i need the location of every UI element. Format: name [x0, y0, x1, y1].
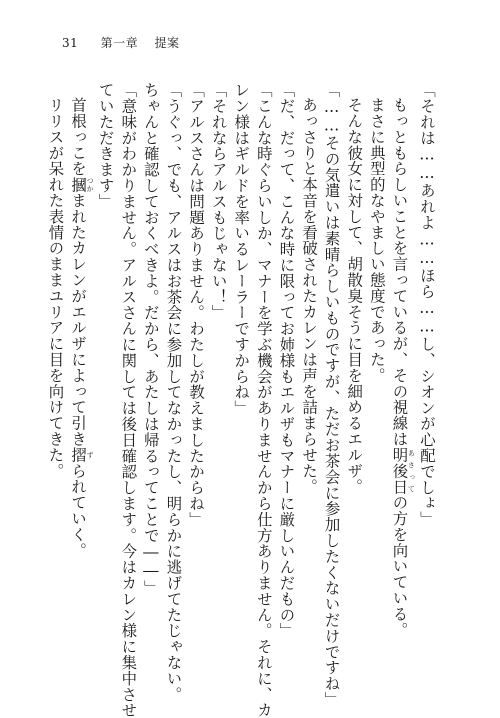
text-line: 「アルスさんは問題ありません。わたしが教えましたからね」 [187, 82, 206, 528]
text-line: 首根っこを摑 つかまれたカレンがエルザによって引き摺 ずられていく。 [69, 97, 95, 559]
text-line: 「それならアルスもじゃない！」 [209, 82, 228, 321]
ruby-annotation: 明後日 あさって [390, 447, 416, 495]
text-line: レン様はギルドを率いるレーラーですからね」 [232, 82, 251, 416]
body-text [44, 82, 438, 718]
ruby-annotation: 摺 ず [69, 447, 95, 464]
text-line: そんな彼女に対して、胡散臭そうに目を細めるエルザ。 [345, 97, 364, 495]
chapter-label: 第一章 [100, 36, 139, 50]
chapter-title: 提案 [154, 36, 180, 50]
text-line: 「だ、だって、こんな時に限ってお姉様もエルザもマナーに厳しいんだもの」 [277, 82, 296, 639]
text-line: ていただきます」 [96, 82, 115, 210]
text-line: 「……その気遣いは素晴らしいものですが、ただお茶会に参加したくないだけですね」 [322, 82, 341, 708]
text-line: 「それは……あれよ……ほら……し、シオンが心配でしょ」 [418, 82, 436, 527]
ruby-annotation: 摑 つか [69, 176, 95, 193]
running-head [62, 34, 179, 51]
page-number: 31 [62, 36, 79, 50]
text-line: まさに典型的なやましい態度であった。 [367, 97, 386, 384]
text-line: リリスが呆れた表情のままユリアに目を向けてきた。 [46, 97, 65, 479]
text-line: あっさりと本音を看破されたカレンは声を詰まらせた。 [300, 97, 319, 495]
text-line: 「意味がわかりません。アルスさんに関しては後日確認します。今はカレン様に集中させ [119, 82, 138, 718]
text-line: 「こんな時ぐらいしか、マナーを学ぶ機会がありませんから仕方ありません。それに、カ [254, 82, 273, 718]
text-line: ちゃんと確認しておくべきよ。だから、あたしは帰るってことで――」 [141, 82, 160, 596]
text-line: もっともらしいことを言っているが、その視線は明後日 あさっての方を向いている。 [390, 97, 416, 639]
text-line: 「うぐっ、でも、アルスはお茶会に参加してなかったし、明らかに逃げてたじゃない。 [164, 82, 183, 703]
